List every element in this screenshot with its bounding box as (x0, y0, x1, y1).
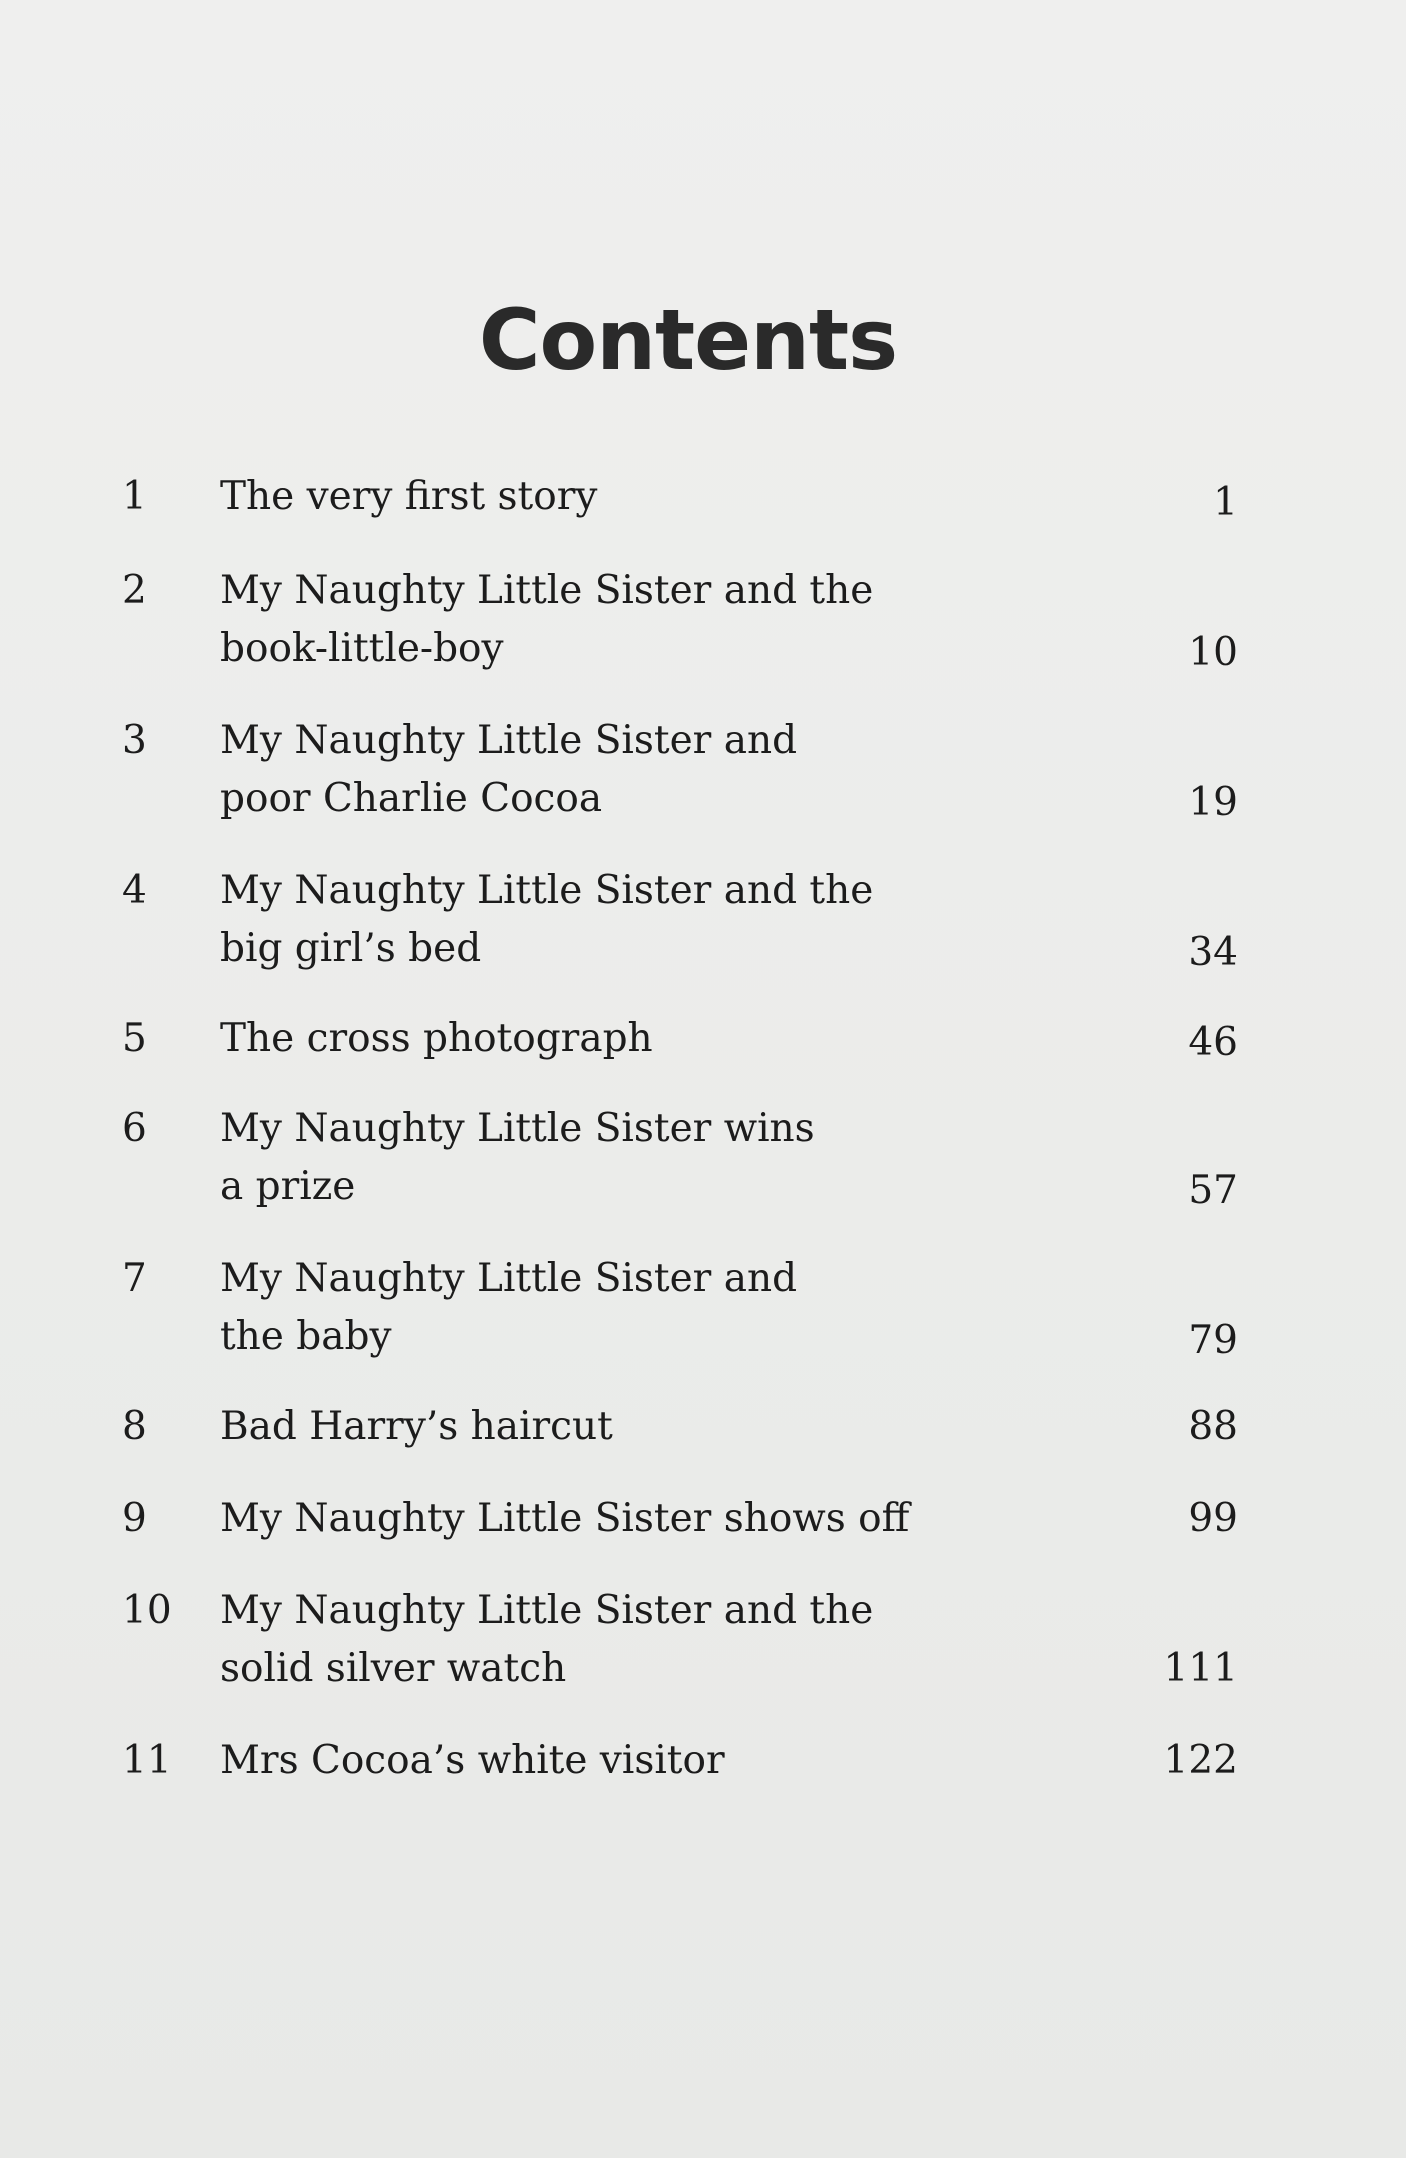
page-number: 10 (1188, 630, 1238, 675)
page-number: 111 (1163, 1646, 1238, 1691)
page-number: 1 (1213, 480, 1238, 525)
chapter-title-line: book-little-boy (220, 626, 504, 671)
chapter-number: 11 (122, 1738, 172, 1783)
chapter-title (220, 468, 980, 526)
page-number: 46 (1188, 1020, 1238, 1065)
chapter-title-line: The very first story (220, 474, 598, 519)
chapter-title-line: My Naughty Little Sister shows off (220, 1496, 910, 1541)
page-number: 122 (1163, 1738, 1238, 1783)
chapter-title (220, 1582, 980, 1698)
chapter-title (220, 562, 980, 678)
chapter-title-line: The cross photograph (220, 1016, 653, 1061)
chapter-number: 6 (122, 1106, 147, 1151)
chapter-title (220, 1250, 980, 1366)
chapter-title-line: poor Charlie Cocoa (220, 776, 603, 821)
page-title: Contents (478, 291, 898, 389)
chapter-number: 10 (122, 1588, 172, 1633)
chapter-title-line: My Naughty Little Sister and the (220, 868, 874, 913)
page-number: 19 (1188, 780, 1238, 825)
chapter-title-line: big girl’s bed (220, 926, 482, 971)
chapter-number: 7 (122, 1256, 147, 1301)
chapter-title (220, 1732, 980, 1790)
chapter-title (220, 1398, 980, 1456)
chapter-number: 2 (122, 568, 147, 613)
chapter-title (220, 1490, 980, 1548)
page-number: 34 (1188, 930, 1238, 975)
chapter-title-line: the baby (220, 1314, 392, 1359)
chapter-title (220, 862, 980, 978)
page-number: 57 (1188, 1168, 1238, 1213)
chapter-number: 3 (122, 718, 147, 763)
chapter-title-line: My Naughty Little Sister and the (220, 568, 874, 613)
page-number: 88 (1188, 1404, 1238, 1449)
page-number: 79 (1188, 1318, 1238, 1363)
chapter-title (220, 712, 980, 828)
chapter-number: 9 (122, 1496, 147, 1541)
chapter-title-line: Mrs Cocoa’s white visitor (220, 1738, 725, 1783)
chapter-title-line: Bad Harry’s haircut (220, 1404, 613, 1449)
chapter-title-line: My Naughty Little Sister and (220, 1256, 798, 1301)
chapter-title-line: My Naughty Little Sister and the (220, 1588, 874, 1633)
chapter-title-line: solid silver watch (220, 1646, 567, 1691)
chapter-number: 5 (122, 1016, 147, 1061)
chapter-title-line: My Naughty Little Sister wins (220, 1106, 815, 1151)
chapter-title (220, 1100, 980, 1216)
chapter-title (220, 1010, 980, 1068)
chapter-number: 8 (122, 1404, 147, 1449)
chapter-title-line: a prize (220, 1164, 356, 1209)
chapter-number: 1 (122, 474, 147, 519)
chapter-title-line: My Naughty Little Sister and (220, 718, 798, 763)
page-number: 99 (1188, 1496, 1238, 1541)
chapter-number: 4 (122, 868, 147, 913)
